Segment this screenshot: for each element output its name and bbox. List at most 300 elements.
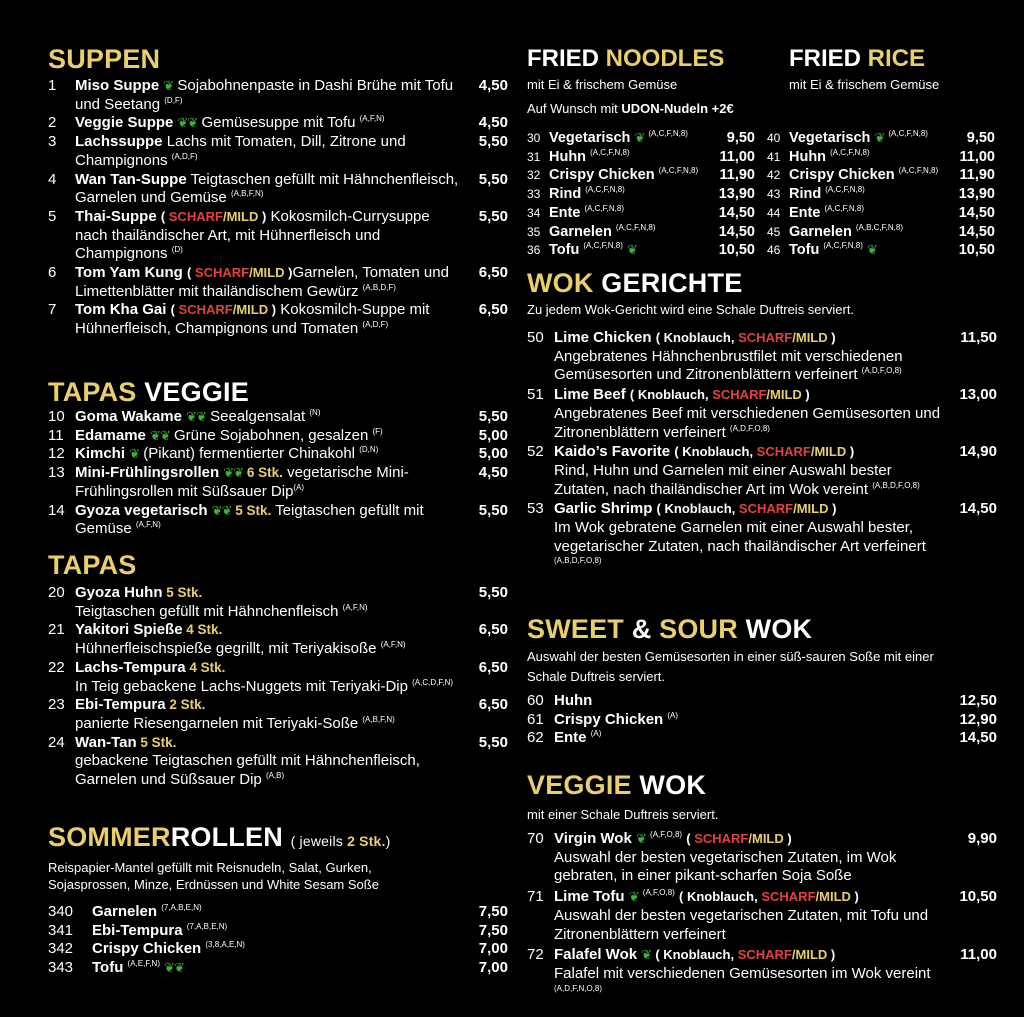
item-name: Kaido’s Favorite [554,443,671,461]
allergen-codes: (D,N) [359,445,379,455]
spice-slash: / [766,387,771,403]
menu-item [48,133,508,170]
scharf-label: SCHARF [194,265,250,281]
mild-label: MILD [751,831,784,846]
spice-close: ) [846,444,855,460]
item-price: 12,90 [959,710,997,728]
item-text [789,166,941,185]
spice-tag [657,501,837,516]
section-note: mit einer Schale Duftreis serviert. [527,807,719,822]
item-text [549,185,701,204]
section-title: TAPAS [48,550,137,580]
item-text [75,696,460,733]
spice-open: ( [686,831,695,846]
item-name: Garnelen [549,223,612,240]
scharf-label: SCHARF [737,947,792,963]
vegan-leaf-icon: ❦ [874,130,885,145]
spice-close: ) [783,831,792,846]
item-number: 61 [527,710,544,728]
menu-item [527,830,997,886]
item-name: Rind [549,186,582,203]
item-number: 51 [527,386,544,404]
item-name: Ente [549,204,581,221]
allergen-codes: (A,B,F,N) [362,714,395,724]
item-number: 13 [48,464,65,482]
spice-open: ( [629,387,638,403]
allergen-codes: (A,F,O,8) [650,830,683,839]
item-text [554,946,949,1002]
item-text [789,129,941,148]
allergen-codes: (D) [171,245,183,255]
allergen-codes: (A,D,F) [171,151,198,161]
item-name: Wan-Tan [75,733,137,751]
item-description: gebackene Teigtaschen gefüllt mit Hähnchenfleisch, Garnelen und Süßsauer Dip $^{(A,B)}$ [75,752,420,789]
spice-tag [655,947,835,962]
scharf-label: SCHARF [761,889,816,905]
section-note: Auswahl der besten Gemüsesorten in einer süß-sauren Soße mit einer Schale Duftreis serviert. [527,649,934,684]
item-description: In Teig gebackene Lachs-Nuggets mit Teriyaki-Dip $^{(A,C,D,F,N)}$ [75,677,454,695]
spice-tag [161,209,266,224]
item-price: 9,90 [967,830,997,847]
menu-item [48,427,508,446]
menu-item [527,204,755,223]
vegan-leaf-icon: ❦❦ [164,960,184,976]
allergen-codes: (7,A,B,E,N) [161,903,202,912]
item-name: Huhn [549,148,587,165]
mild-label: MILD [226,208,259,224]
item-price: 11,90 [719,167,755,184]
item-number: 21 [48,621,65,639]
item-price: 5,50 [478,733,508,751]
item-description: Kokosmilch-Currysuppe nach thailändischer Art, mit Hühnerfleisch und Champignons [75,207,430,263]
spice-open: ( [656,501,665,517]
item-quantity: 5 Stk. [231,502,272,518]
spice-slash: / [791,947,796,963]
item-price: 11,90 [959,167,995,184]
spice-close: ) [828,501,837,517]
spice-open: ( [170,302,179,318]
section-note: mit Ei & frischem Gemüse [789,77,940,92]
menu-item [767,166,995,185]
allergen-codes: (A,C,F,N,8) [898,166,939,176]
item-quantity: 4 Stk. [182,622,223,638]
menu-item [48,208,508,264]
garlic-label: Knoblauch [682,444,750,460]
item-price: 6,50 [478,301,508,319]
spice-comma: , [730,330,739,345]
item-name: Crispy Chicken [549,167,655,184]
item-name: Crispy Chicken [789,167,895,184]
scharf-label: SCHARF [168,208,223,224]
item-number: 72 [527,946,544,964]
item-name: Goma Wakame [75,408,182,425]
menu-item [527,166,755,185]
item-text [75,77,460,114]
spice-tag [187,265,292,280]
item-text [789,185,941,204]
item-text [554,386,949,442]
menu-item [527,223,755,242]
item-price: 10,50 [959,888,997,906]
allergen-codes: (A,D,F,O,8) [729,423,770,433]
item-text [789,241,941,260]
item-text [554,500,949,575]
menu-item [48,408,508,427]
menu-item [527,711,997,730]
menu-item [527,148,755,167]
item-number: 30 [527,131,541,145]
garlic-label: Knoblauch [663,947,731,963]
item-text [92,940,460,959]
spice-comma: , [749,444,757,460]
allergen-codes: (A,E,F,N) [127,959,160,969]
item-name: Ebi-Tempura [92,921,183,939]
item-text [92,903,460,922]
menu-item [48,264,508,301]
item-name: Lime Tofu [554,888,625,906]
item-number: 43 [767,187,781,202]
scharf-label: SCHARF [178,302,233,318]
allergen-codes: (A) [293,482,305,492]
section-title: FRIED RICE [789,45,926,72]
item-text [75,502,460,539]
section-title: WOK GERICHTE [527,268,743,298]
item-name: Virgin Wok [554,830,632,847]
item-text [75,301,460,338]
item-number: 41 [767,149,781,164]
section-title: SUPPEN [48,44,161,74]
item-name: Rind [789,186,822,203]
item-price: 5,50 [478,408,508,425]
item-description: Falafel mit verschiedenen Gemüsesorten im Wok vereint $^{(A,D,F,N,O,8)}$ [554,964,931,993]
spice-comma: , [754,889,762,905]
item-quantity: 4 Stk. [185,659,226,675]
item-description: Auswahl der besten vegetarischen Zutaten, im Wok gebraten, in einer pikant-scharfen Soja Soße [554,848,897,885]
menu-item [767,241,995,260]
item-price: 14,50 [718,223,755,240]
spice-close: ) [850,889,859,905]
item-number: 34 [527,205,541,220]
scharf-label: SCHARF [738,330,793,345]
item-description: Garnelen, Tomaten und Limettenblätter mit thailändischem Gewürz [75,264,449,300]
mild-label: MILD [795,947,828,963]
menu-item [767,148,995,167]
item-text [789,148,941,167]
item-text [75,659,460,696]
item-quantity: 6 Stk. [243,465,283,481]
spice-close: ) [827,947,836,963]
menu-item [48,696,508,733]
allergen-codes: (A,F,N) [135,520,161,530]
item-price: 11,00 [719,148,755,165]
vegan-leaf-icon: ❦❦ [150,427,170,443]
item-price: 6,50 [478,658,508,676]
item-text [92,922,460,941]
item-description: Rind, Huhn und Garnelen mit einer Auswahl bester Zutaten, nach thailändischer Art im Wok vereint $^{(A,B,D,F,O,8)}$ [554,461,920,498]
section-note: Zu jedem Wok-Gericht wird eine Schale Duftreis serviert. [527,302,855,317]
menu-item [767,129,995,148]
item-number: 1 [48,77,57,94]
item-price: 11,00 [960,946,997,964]
spice-comma: , [731,501,739,517]
item-price: 7,00 [478,959,508,977]
scharf-label: SCHARF [738,501,794,517]
item-description: Seealgensalat [205,408,310,425]
item-number: 52 [527,443,544,461]
item-name: Mini-Frühlingsrollen [75,464,220,482]
spice-tag [674,444,854,459]
item-number: 7 [48,301,57,319]
item-price: 5,50 [478,501,508,519]
section-sweet-sour [527,614,997,748]
item-price: 5,50 [478,170,508,188]
menu-item [527,729,997,748]
item-number: 33 [527,187,541,202]
item-price: 11,50 [960,329,997,346]
menu-item [48,659,508,696]
allergen-codes: (A,C,F,N,8) [615,222,656,232]
item-name: Thai-Suppe [75,207,157,225]
item-text [75,621,460,658]
mild-label: MILD [252,265,285,281]
item-name: Huhn [554,692,593,709]
spice-open: ( [160,208,169,224]
allergen-codes: (A,C,F,N,8) [658,166,699,176]
item-description: Lachs mit Tomaten, Dill, Zitrone und Champignons [75,133,406,169]
scharf-label: SCHARF [694,831,749,846]
item-name: Tofu [92,959,124,977]
item-name: Tom Kha Gai [75,301,167,319]
spice-tag [686,831,791,846]
allergen-codes: (A,C,F,N,8) [825,185,865,195]
vegan-leaf-icon: ❦ [641,947,652,963]
item-number: 24 [48,733,65,751]
item-description: Teigtaschen gefüllt mit Hähnchenfleisch, Garnelen und Gemüse [75,170,459,207]
allergen-codes: (F) [372,426,383,436]
menu-item [48,77,508,114]
item-number: 46 [767,243,781,258]
item-price: 7,50 [478,903,508,920]
item-number: 6 [48,264,57,282]
spice-tag [171,302,276,317]
item-price: 5,00 [478,445,508,463]
menu-item [48,922,508,941]
item-price: 14,50 [958,204,995,221]
menu-item [48,114,508,133]
allergen-codes: (A,C,F,N,8) [583,241,623,251]
item-description: Angebratenes Hähnchenbrustfilet mit verschiedenen Gemüsesorten und Zitronenblättern verfeinert $^{(A,D,F,O,8)}$ [554,347,903,384]
menu-item [48,621,508,658]
menu-item [767,204,995,223]
item-description: Hühnerfleischspieße gegrillt, mit Teriyakisoße $^{(A,F,N)}$ [75,640,406,658]
vegan-leaf-icon: ❦ [634,130,645,145]
item-price: 7,50 [478,921,508,939]
item-text [789,204,941,223]
item-number: 53 [527,500,544,518]
item-number: 42 [767,168,781,183]
item-number: 35 [527,224,541,239]
item-name: Lachssuppe [75,133,163,151]
item-text [554,729,949,748]
item-text [554,692,949,711]
item-price: 13,90 [718,186,755,203]
item-text [75,734,460,790]
item-name: Garnelen [789,223,852,240]
item-number: 22 [48,658,65,676]
vegan-leaf-icon: ❦ [866,242,877,258]
section-title: VEGGIE WOK [527,770,707,800]
item-description: Teigtaschen gefüllt mit Gemüse [75,501,424,538]
garlic-label: Knoblauch [637,387,705,403]
mild-label: MILD [814,444,847,460]
spice-close: ) [827,330,836,345]
section-fried [527,45,997,259]
item-price: 4,50 [478,464,508,482]
spice-slash: / [249,265,253,281]
fried-rice [789,45,997,118]
mild-label: MILD [795,330,828,345]
allergen-codes: (A,C,F,N,8) [648,129,688,138]
spice-open: ( [186,265,195,281]
item-number: 10 [48,408,65,425]
item-name: Crispy Chicken [554,710,664,728]
item-description: Sojabohnenpaste in Dashi Brühe mit Tofu und Seetang [75,77,454,113]
allergen-codes: (A,D,F,N,O,8) [554,983,603,993]
item-name: Lime Chicken [554,329,652,346]
item-text [549,166,701,185]
item-text [549,204,701,223]
allergen-codes: (A,C,D,F,N) [412,677,454,687]
vegan-leaf-icon: ❦❦ [223,465,244,481]
section-note: Auf Wunsch mit UDON-Nudeln +2€ [527,101,734,116]
item-number: 36 [527,243,541,258]
item-description: panierte Riesengarnelen mit Teriyaki-Soße $^{(A,B,F,N)}$ [75,714,395,732]
allergen-codes: (D,F) [164,95,183,105]
allergen-codes: (A,B) [265,771,285,781]
menu-item [527,443,997,499]
item-text [75,584,460,621]
menu-item [527,329,997,385]
allergen-codes: (A) [667,710,679,720]
allergen-codes: (A,C,F,N,8) [584,203,625,213]
item-description: (Pikant) fermentierter Chinakohl [139,445,360,463]
menu-item [527,386,997,442]
item-name: Wan Tan-Suppe [75,170,187,188]
item-name: Yakitori Spieße [75,621,183,639]
menu-item [48,502,508,539]
item-number: 5 [48,207,57,225]
item-name: Huhn [789,148,827,165]
item-text [75,464,460,501]
allergen-codes: (A,B,D,F,O,8) [554,556,602,566]
item-description: Angebratenes Beef mit verschiedenen Gemüsesorten und Zitronenblättern verfeinert $^{(A,D,F,O,8)}$ [554,404,941,441]
mild-label: MILD [236,302,269,318]
allergen-codes: (A,B,D,F) [362,282,396,292]
item-text [554,830,949,886]
allergen-codes: (A,C,F,N,8) [823,241,863,251]
item-number: 14 [48,501,65,519]
spice-close: ) [801,387,810,403]
menu-item [48,464,508,501]
item-number: 45 [767,224,781,239]
spice-slash: / [793,501,797,517]
item-name: Gyoza Huhn [75,584,163,601]
item-text [549,223,701,242]
item-text [75,445,460,464]
item-text [789,223,941,242]
item-price: 4,50 [478,77,508,94]
item-name: Lachs-Tempura [75,658,186,676]
item-name: Vegetarisch [789,130,871,146]
allergen-codes: (A) [590,729,602,739]
item-number: 342 [48,940,74,958]
mild-label: MILD [819,889,851,905]
item-number: 71 [527,888,544,906]
mild-label: MILD [796,501,829,517]
menu-item [767,185,995,204]
allergen-codes: (A,F,O,8) [642,888,675,898]
scharf-label: SCHARF [712,387,767,403]
vegan-leaf-icon: ❦ [628,889,639,905]
item-name: Garnelen [92,903,158,920]
item-number: 32 [527,168,541,183]
item-price: 5,50 [478,207,508,225]
section-tapas [48,550,508,790]
fried-noodles [527,45,789,118]
menu-item [48,445,508,464]
item-number: 40 [767,131,781,145]
item-number: 44 [767,205,781,220]
vegan-leaf-icon: ❦ [129,446,140,462]
item-description: Teigtaschen gefüllt mit Hähnchenfleisch $^{(A,F,N)}$ [75,602,368,620]
item-text [554,329,949,385]
menu-item [48,959,508,978]
item-quantity: 2 Stk. [165,697,206,713]
spice-tag [630,387,810,402]
allergen-codes: (A,C,F,N,8) [830,147,870,157]
item-price: 4,50 [478,114,508,132]
item-number: 341 [48,921,74,939]
menu-item [767,223,995,242]
garlic-label: Knoblauch [663,330,731,345]
item-description: Auswahl der besten vegetarischen Zutaten, mit Tofu und Zitronenblättern verfeinert [554,906,929,943]
item-quantity: 5 Stk. [162,585,203,600]
section-title: SWEET & SOUR WOK [527,614,813,644]
item-text [554,443,949,499]
spice-open: ( [655,330,664,345]
spice-comma: , [705,387,713,403]
item-text [75,264,460,301]
allergen-codes: (7,A,B,E,N) [186,921,228,931]
menu-item [527,129,755,148]
spice-tag [679,889,859,904]
item-number: 11 [48,426,64,444]
item-price: 13,90 [958,186,995,203]
item-description: Grüne Sojabohnen, gesalzen [169,426,373,444]
section-note: Reispapier-Mantel gefüllt mit Reisnudeln, Salat, Gurken, Sojasprossen, Minze, Erdnüssen und White Sesam Soße [48,860,379,892]
item-number: 70 [527,830,544,847]
item-text [554,888,949,944]
garlic-label: Knoblauch [686,889,755,905]
item-number: 23 [48,696,65,714]
item-price: 5,50 [478,133,508,151]
item-name: Tofu [549,242,580,259]
allergen-codes: (A,D,F,O,8) [861,366,902,376]
item-text [549,129,701,148]
item-description: vegetarische Mini-Frühlingsrollen mit Süßsauer Dip [75,464,409,500]
section-title: FRIED NOODLES [527,45,725,72]
item-number: 2 [48,114,57,132]
